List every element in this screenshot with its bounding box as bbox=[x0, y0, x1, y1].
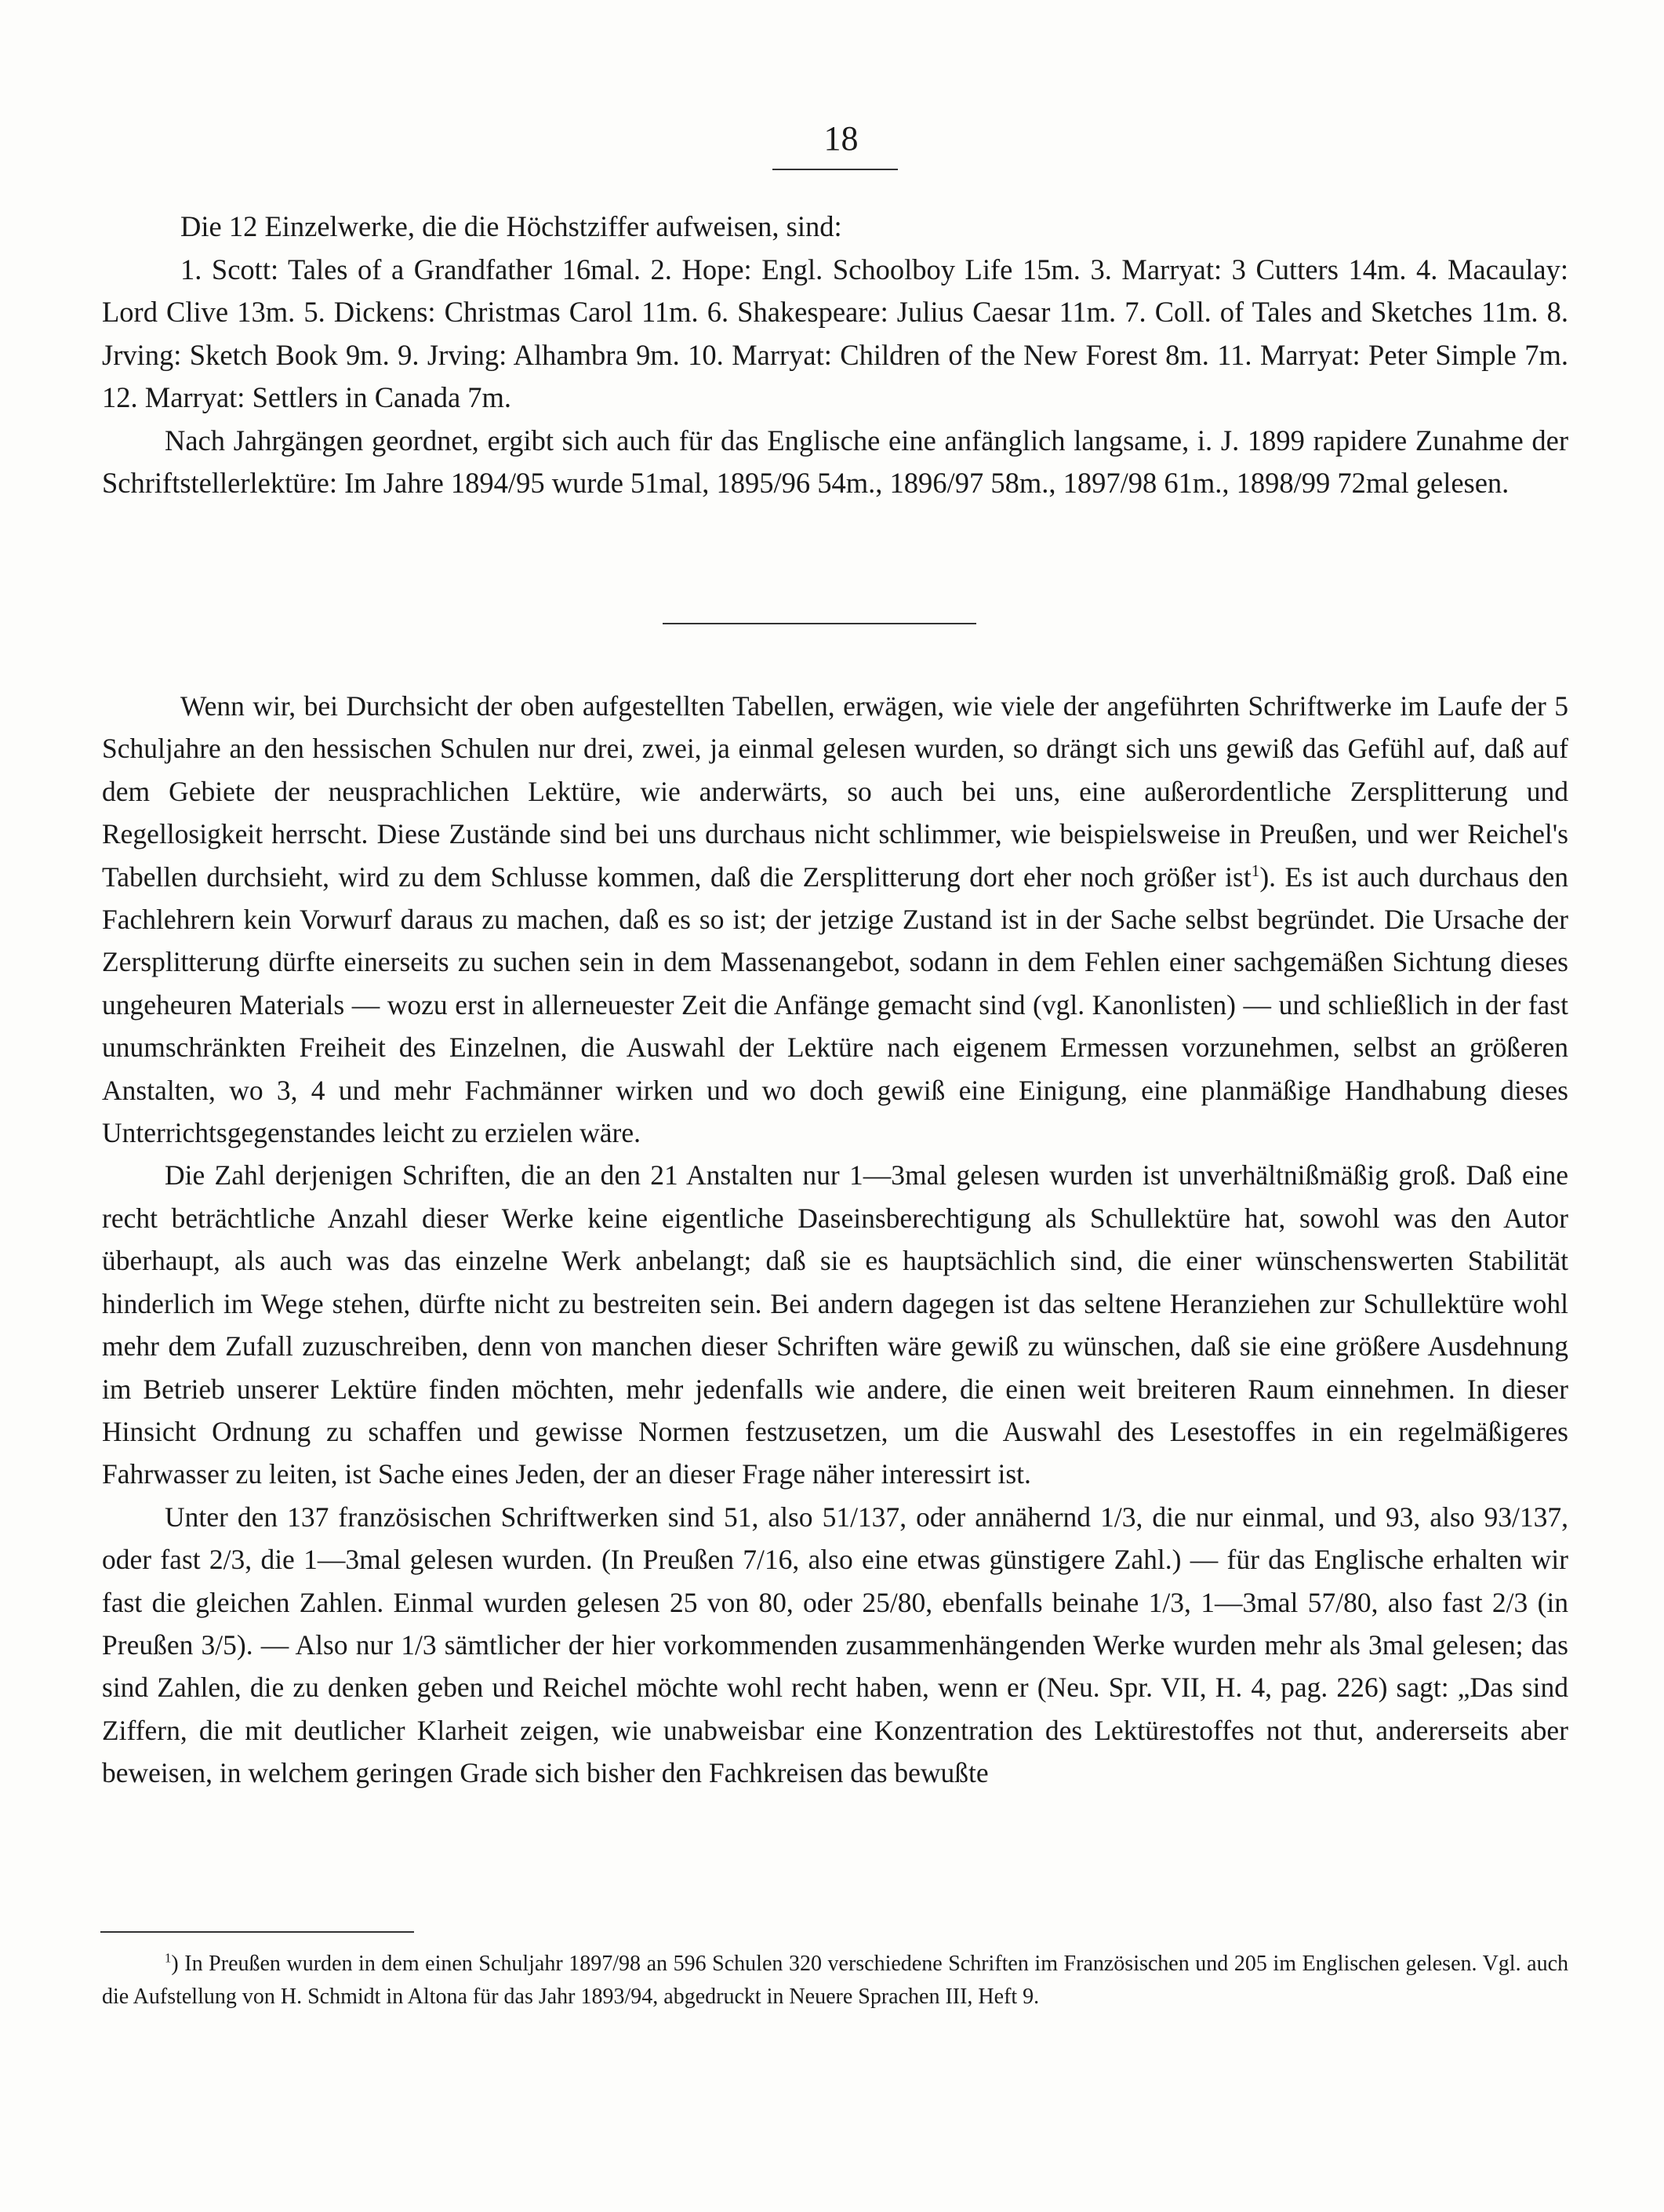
paragraph-3-text: , die 1—3mal gelesen wurden. (In Preußen bbox=[245, 1544, 743, 1576]
top-section bbox=[102, 206, 1568, 505]
paragraph-1-text-b: ). Es ist auch durchaus den Fachlehrern kein Vorwurf daraus zu machen, daß es so ist; der jetzige Zustand ist in der Sache selbst begründet. Die Ursache der Zersplitterung dürfte einerseits zu suchen sein in dem Massenangebot, sodann in dem Fehlen einer sachgemäßen Sichtung dieses ungeheuren Materials — wozu erst in allerneuester Zeit die Anfänge gemacht sind (vgl. Kanonlisten) — und schließlich in der fast unumschränkten Freiheit des Einzelnen, die Auswahl der Lektüre nach eigenem Ermessen vorzunehmen, selbst an größeren Anstalten, wo 3, 4 und mehr Fachmänner wirken und wo doch gewiß eine Einigung, eine planmäßige Handhabung dieses Unterrichtsgegenstandes leicht zu erzielen wäre. bbox=[102, 860, 1568, 1149]
footnote-text bbox=[102, 1948, 1568, 2014]
fraction: 7/16 bbox=[743, 1544, 793, 1576]
footnote-body: ) In Preußen wurden in dem einen Schuljahr 1897/98 an 596 Schulen 320 verschiedene Schriften im Französischen und 205 im Englischen gelesen. Vgl. auch die Aufstellung von H. Schmidt in Altona für das Jahr 1893/94, abgedruckt in Neuere Sprachen III, Heft 9. bbox=[102, 1952, 1568, 2009]
fraction: 25/80 bbox=[862, 1586, 926, 1618]
page-number-rule bbox=[772, 169, 898, 170]
paragraph-3-text: , 1—3mal bbox=[1184, 1586, 1308, 1618]
paragraph-1 bbox=[102, 685, 1568, 1154]
fraction: 51/137 bbox=[822, 1501, 900, 1533]
footnote-marker: 1 bbox=[165, 1950, 172, 1966]
list-heading: Die 12 Einzelwerke, die die Höchstziffer aufweisen, sind: bbox=[180, 210, 842, 242]
footnote-rule bbox=[100, 1931, 414, 1933]
paragraph-3-text: , oder fast bbox=[102, 1501, 1569, 1576]
footnote-reference: 1 bbox=[1251, 860, 1260, 880]
fraction: 93/137 bbox=[1484, 1501, 1562, 1533]
paragraph-3-text: , die nur einmal, und 93, also bbox=[1135, 1501, 1484, 1533]
fraction: 3/5 bbox=[201, 1628, 237, 1661]
yearly-summary-paragraph: Nach Jahrgängen geordnet, ergibt sich auch für das Englische eine anfänglich langsame, i. J. 1899 rapidere Zunahme der Schriftstellerlektüre: Im Jahre 1894/95 wurde 51mal, 1895/96 54m., 1896/97 58m., 1897/98 61m., 1898/99 72mal gelesen. bbox=[102, 424, 1568, 499]
paragraph-3-text: , ebenfalls beinahe bbox=[925, 1586, 1149, 1618]
paragraph-3-text: (in Preußen bbox=[102, 1586, 1568, 1661]
paragraph-1-text-a: Wenn wir, bei Durchsicht der oben aufgestellten Tabellen, erwägen, wie viele der angeführten Schriftwerke im Laufe der 5 Schuljahre an den hessischen Schulen nur drei, zwei, ja einmal gelesen wurden, so drängt sich uns gewiß das Gefühl auf, daß auf dem Gebiete der neusprachlichen Lektüre, wie anderwärts, so auch bei uns, eine außerordentliche Zersplitterung und Regellosigkeit herrscht. Diese Zustände sind bei uns durchaus nicht schlimmer, wie beispielsweise in Preußen, und wer Reichel's Tabellen durchsieht, wird zu dem Schlusse kommen, daß die Zersplitterung dort eher noch größer ist bbox=[102, 690, 1568, 893]
footnote bbox=[102, 1948, 1568, 2014]
paragraph-3-text: sämtlicher der hier vorkommenden zusammenhängenden Werke wurden mehr als 3mal gelesen; das sind Zahlen, die zu denken geben und Reichel möchte wohl recht haben, wenn er (Neu. Spr. VII, H. 4, pag. 226) sagt: „Das sind Ziffern, die mit deutlicher Klarheit zeigen, wie unabweisbar eine Konzentration des Lektürestoffes not thut, andererseits aber beweisen, in welchem geringen Grade sich bisher den Fachkreisen das bewußte bbox=[102, 1628, 1569, 1789]
fraction: 1/3 bbox=[401, 1628, 437, 1661]
fraction: 2/3 bbox=[209, 1544, 245, 1576]
ranked-works-list: 1. Scott: Tales of a Grandfather 16mal. 2. Hope: Engl. Schoolboy Life 15m. 3. Marryat: 3 Cutters 14m. 4. Macaulay: Lord Clive 13m. 5. Dickens: Christmas Carol 11m. 6. Shakespeare: Julius Caesar 11m. 7. Coll. of Tales and Sketches 11m. 8. Jrving: Sketch Book 9m. 9. Jrving: Alhambra 9m. 10. Marryat: Children of the New Forest 8m. 11. Marryat: Peter Simple 7m. 12. Marryat: Settlers in Canada 7m. bbox=[102, 253, 1568, 413]
paragraph-3-text: , also fast bbox=[1371, 1586, 1492, 1618]
fraction: 1/3 bbox=[1100, 1501, 1136, 1533]
section-divider bbox=[663, 623, 976, 624]
paragraph-2: Die Zahl derjenigen Schriften, die an den 21 Anstalten nur 1—3mal gelesen wurden ist unverhältnißmäßig groß. Daß eine recht beträchtliche Anzahl dieser Werke keine eigentliche Daseinsberechtigung als Schullektüre hat, sowohl was den Autor überhaupt, als auch was das einzelne Werk anbelangt; daß sie es hauptsächlich sind, die einer wünschenswerten Stabilität hinderlich im Wege stehen, dürfte nicht zu bestreiten sein. Bei andern dagegen ist das seltene Heranziehen zur Schullektüre wohl mehr dem Zufall zuzuschreiben, denn von manchen dieser Schriften wäre gewiß zu wünschen, daß sie eine größere Ausdehnung im Betrieb unserer Lektüre finden möchten, mehr jedenfalls wie andere, die einen weit breiteren Raum einnehmen. In dieser Hinsicht Ordnung zu schaffen und gewisse Normen festzusetzen, um die Auswahl des Lesestoffes in ein regelmäßigeres Fahrwasser zu leiten, ist Sache eines Jeden, der an dieser Frage näher interessirt ist. bbox=[102, 1159, 1568, 1490]
fraction: 57/80 bbox=[1307, 1586, 1372, 1618]
paragraph-3-text: , also eine etwas günstigere Zahl.) — für das Englische erhalten wir fast die gleichen Zahlen. Einmal wurden gelesen 25 von 80, oder bbox=[102, 1544, 1568, 1618]
paragraph-3-text: Unter den 137 französischen Schriftwerken sind 51, also bbox=[165, 1501, 823, 1533]
paragraph-3-text: , oder annähernd bbox=[899, 1501, 1101, 1533]
fraction: 2/3 bbox=[1491, 1586, 1528, 1618]
fraction: 1/3 bbox=[1148, 1586, 1184, 1618]
main-section bbox=[102, 685, 1568, 1795]
page-number: 18 bbox=[823, 119, 859, 158]
paragraph-3 bbox=[102, 1496, 1568, 1795]
paragraph-3-text: ). — Also nur bbox=[236, 1628, 401, 1661]
